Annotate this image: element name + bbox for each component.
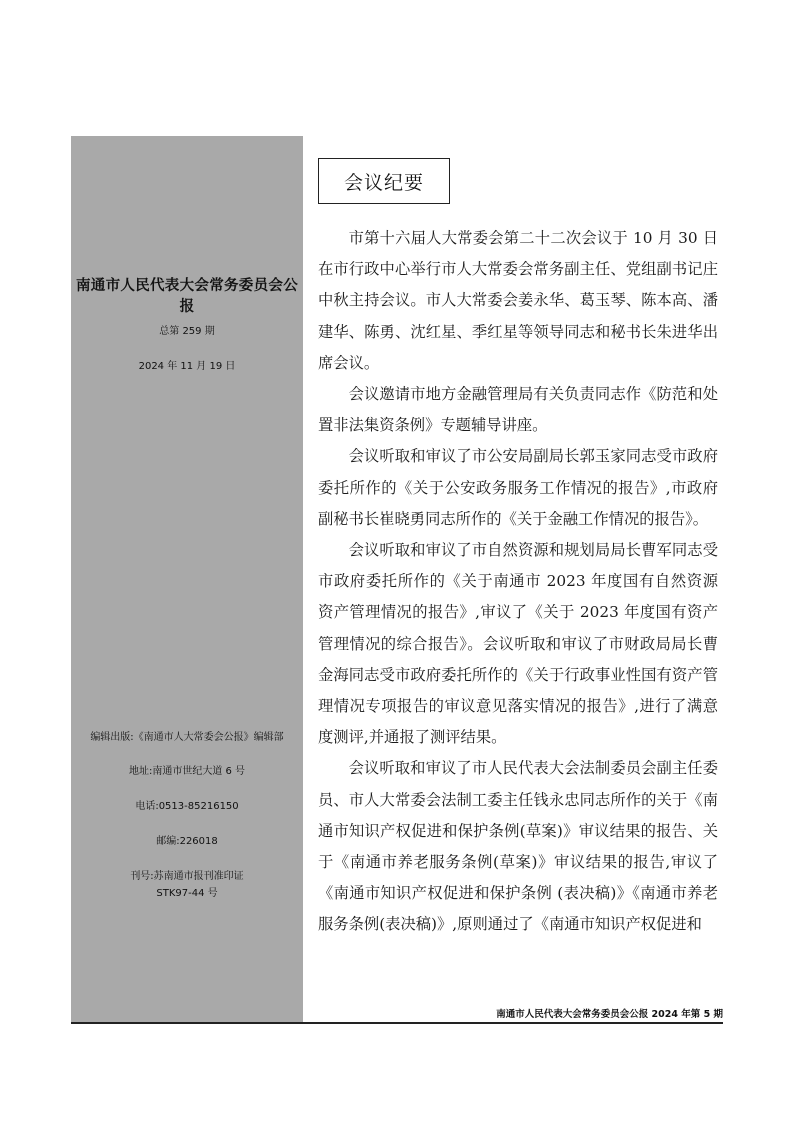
- phone-info: 电话:0513-85216150: [135, 801, 239, 812]
- article-paragraph: 会议听取和审议了市自然资源和规划局局长曹军同志受市政府委托所作的《关于南通市 2023 年度国有自然资源资产管理情况的报告》,审议了《关于 2023 年度国有资产管理情况的综合报告》。会议听取和审议了市财政局局长曹金海同志受市政府委托所作的《关于行政事业性国有资产管理情况专项报告的审议意见落实情况的报告》,进行了满意度测评,并通报了测评结果。: [318, 541, 718, 747]
- publisher-info: 编辑出版:《南通市人大常委会公报》编辑部: [90, 732, 284, 743]
- article-paragraph: 会议邀请市地方金融管理局有关负责同志作《防范和处置非法集资条例》专题辅导讲座。: [318, 385, 718, 435]
- issue-date: 2024 年 11 月 19 日: [138, 361, 236, 372]
- footer-divider: [71, 1022, 723, 1024]
- sidebar-panel: [71, 136, 303, 1024]
- article-paragraph: 会议听取和审议了市公安局副局长郭玉家同志受市政府委托所作的《关于公安政务服务工作情况的报告》,市政府副秘书长崔晓勇同志所作的《关于金融工作情况的报告》。: [318, 447, 718, 528]
- article-paragraph: 会议听取和审议了市人民代表大会法制委员会副主任委员、市人大常委会法制工委主任钱永忠同志所作的关于《南通市知识产权促进和保护条例(草案)》审议结果的报告、关于《南通市养老服务条例(草案)》审议结果的报告,审议了《南通市知识产权促进和保护条例 (表决稿)》《南通市养老服务条例(表决稿)》,原则通过了《南通市知识产权促进和: [318, 759, 718, 934]
- permit-info-line2: STK97-44 号: [156, 888, 218, 899]
- address-info: 地址:南通市世纪大道 6 号: [128, 766, 246, 777]
- section-heading: 会议纪要: [318, 158, 450, 204]
- article-body: [318, 223, 718, 941]
- article-paragraph: 市第十六届人大常委会第二十二次会议于 10 月 30 日在市行政中心举行市人大常委会常务副主任、党组副书记庄中秋主持会议。市人大常委会姜永华、葛玉琴、陈本高、潘建华、陈勇、沈红星、季红星等领导同志和秘书长朱进华出席会议。: [318, 229, 718, 372]
- page-footer: 南通市人民代表大会常务委员会公报 2024 年第 5 期: [496, 1009, 723, 1020]
- postcode-info: 邮编:226018: [156, 836, 218, 847]
- issue-number: 总第 259 期: [159, 326, 215, 337]
- publication-title: 南通市人民代表大会常务委员会公报: [76, 278, 298, 315]
- permit-info-line1: 刊号:苏南通市报刊准印证: [130, 871, 244, 882]
